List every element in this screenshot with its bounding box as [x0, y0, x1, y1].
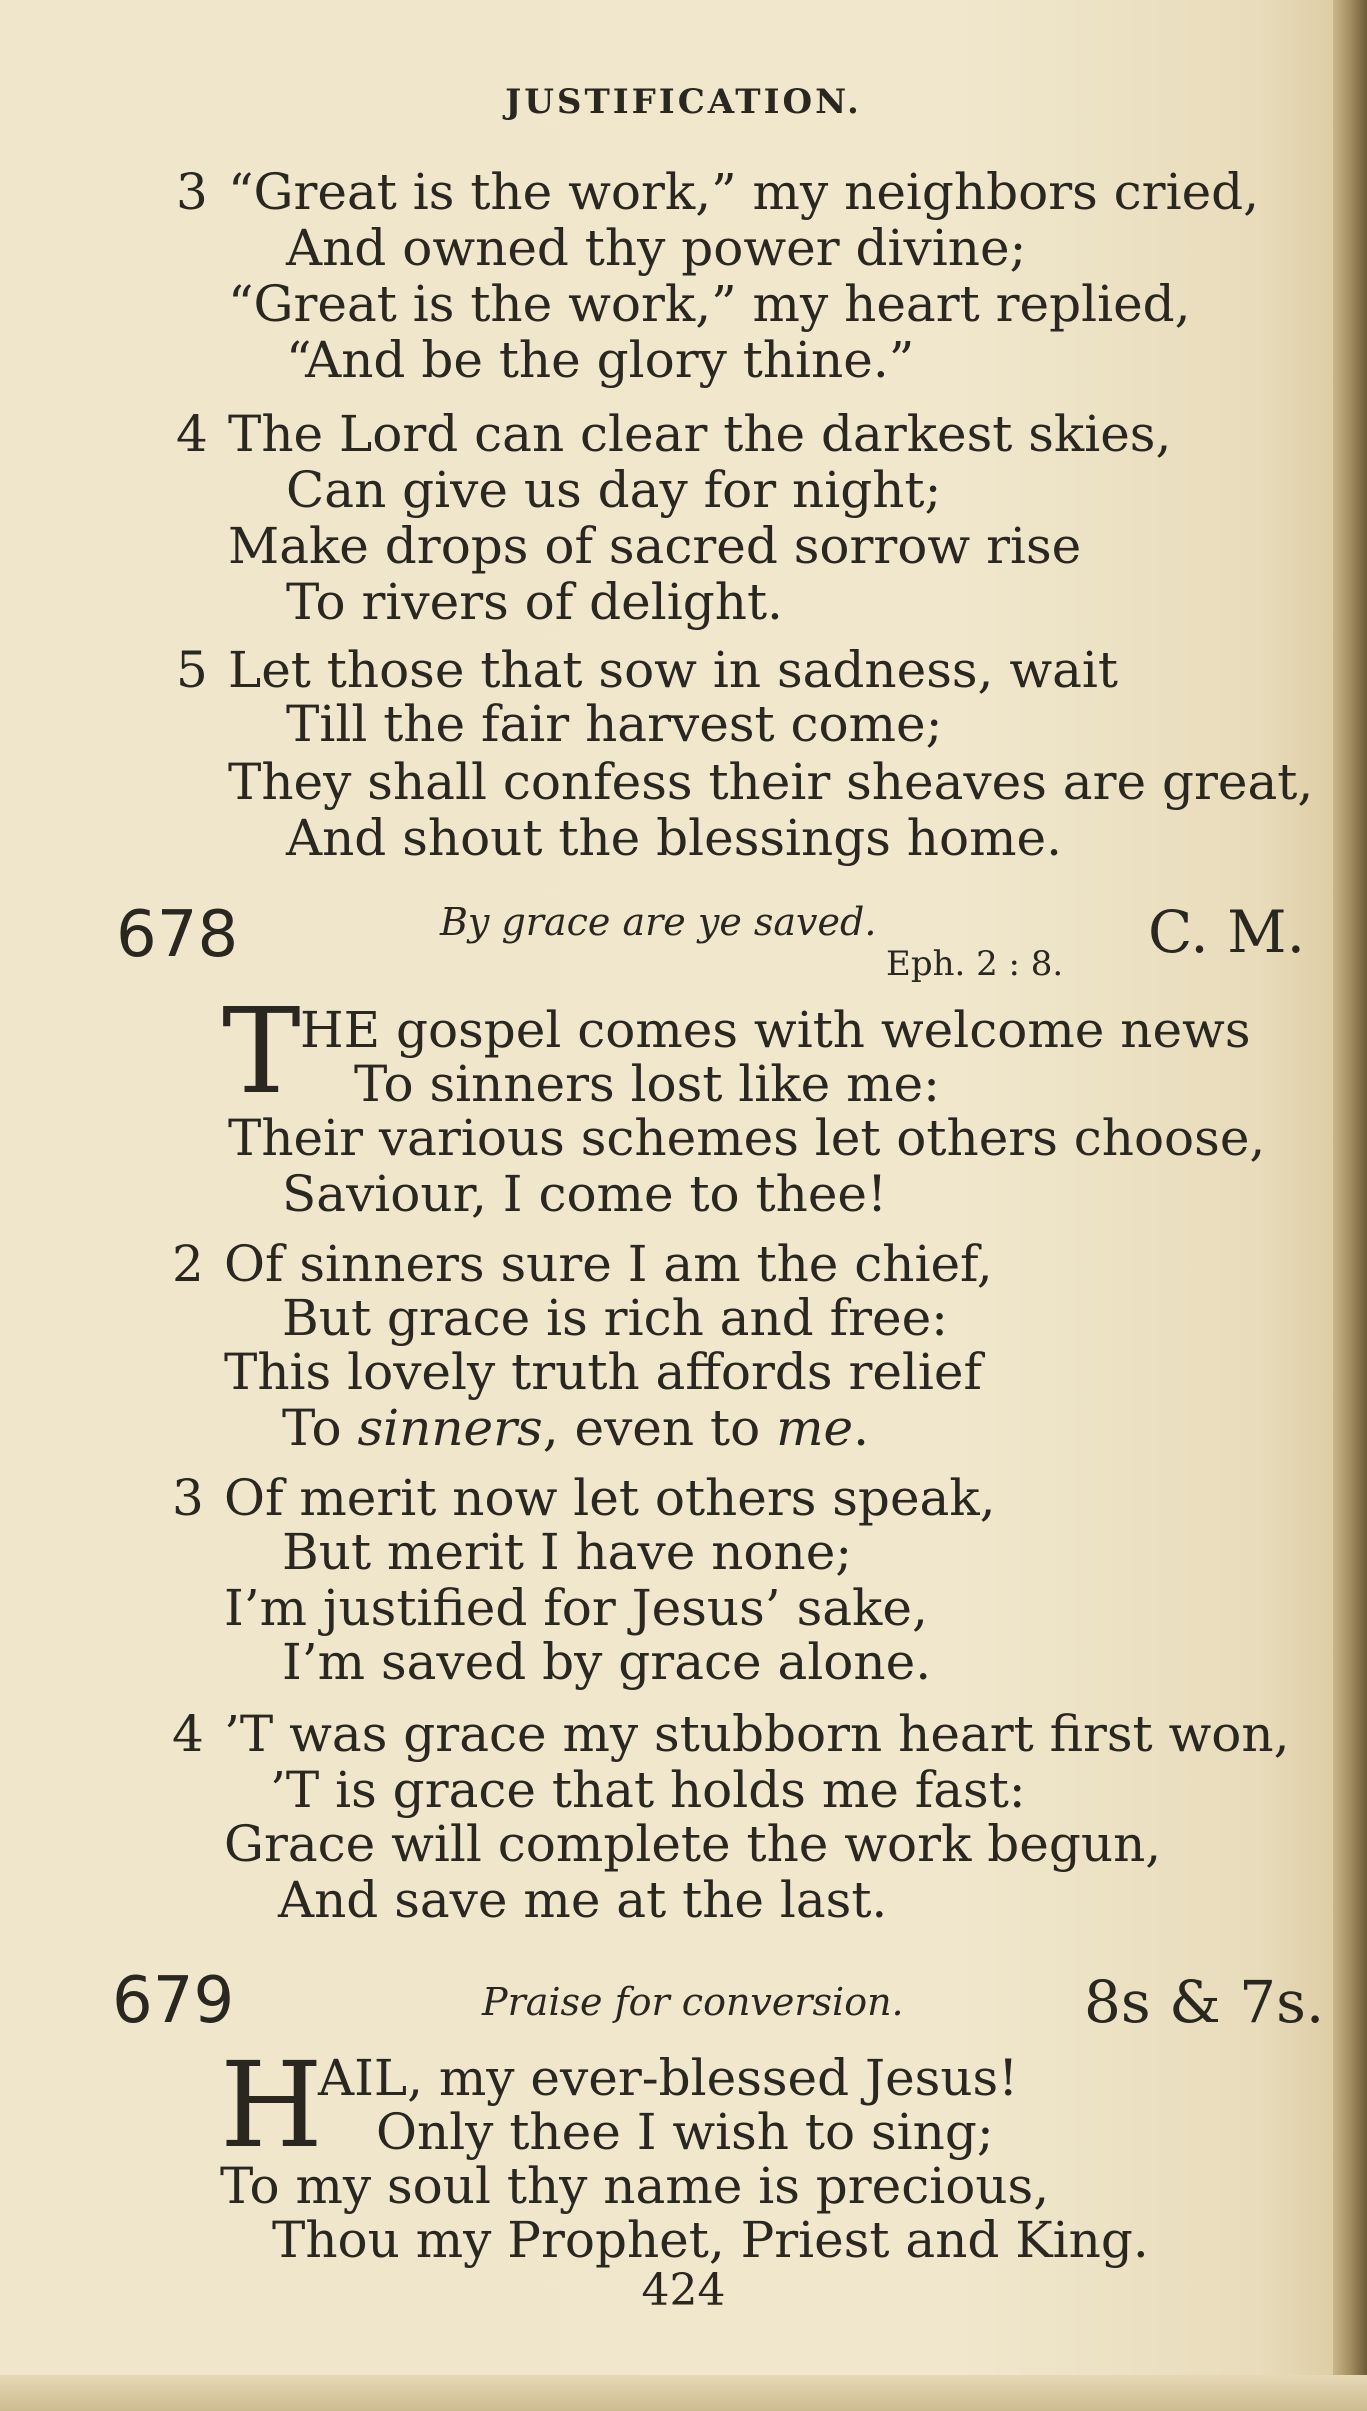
- stanza-line: “Great is the work,” my neighbors cried,: [228, 163, 1260, 221]
- hymn-title: By grace are ye saved.: [440, 900, 877, 944]
- stanza-line: Thou my Prophet, Priest and King.: [272, 2211, 1149, 2269]
- stanza-number: 5: [176, 641, 208, 699]
- stanza-line: Their various schemes let others choose,: [228, 1109, 1266, 1167]
- stanza-line: And owned thy power divine;: [286, 219, 1027, 277]
- stanza-line: To my soul thy name is precious,: [220, 2157, 1050, 2215]
- stanza-line: Make drops of sacred sorrow rise: [228, 517, 1082, 575]
- stanza-line: AIL, my ever-blessed Jesus!: [318, 2049, 1019, 2107]
- stanza-line: Let those that sow in sadness, wait: [228, 641, 1119, 699]
- stanza-line: But grace is rich and free:: [282, 1289, 949, 1347]
- stanza-line: This lovely truth affords relief: [224, 1343, 983, 1401]
- stanza-line: Can give us day for night;: [286, 461, 942, 519]
- stanza-number: 3: [172, 1469, 204, 1527]
- stanza-line: I’m saved by grace alone.: [282, 1633, 932, 1691]
- stanza-number: 4: [172, 1705, 204, 1763]
- stanza-line: And save me at the last.: [278, 1871, 888, 1929]
- stanza-line: But merit I have none;: [282, 1523, 853, 1581]
- hymn-meter: C. M.: [1148, 898, 1306, 966]
- drop-cap: H: [220, 2036, 323, 2174]
- hymn-title: Praise for conversion.: [482, 1980, 904, 2024]
- stanza-line: They shall confess their sheaves are great,: [228, 753, 1314, 811]
- stanza-line: “And be the glory thine.”: [286, 331, 915, 389]
- hymn-number: 678: [116, 898, 239, 972]
- stanza-line: To rivers of delight.: [286, 573, 783, 631]
- stanza-line: “Great is the work,” my heart replied,: [228, 275, 1191, 333]
- stanza-line: Of merit now let others speak,: [224, 1469, 996, 1527]
- page-number: 424: [641, 2265, 726, 2316]
- stanza-line: To sinners lost like me:: [354, 1055, 940, 1113]
- stanza-line: Saviour, I come to thee!: [282, 1165, 888, 1223]
- stanza-number: 4: [176, 405, 208, 463]
- stanza-line: The Lord can clear the darkest skies,: [228, 405, 1172, 463]
- stanza-line: ’T was grace my stubborn heart first won,: [224, 1705, 1290, 1763]
- stanza-line: Of sinners sure I am the chief,: [224, 1235, 993, 1293]
- stanza-line: To sinners, even to me.: [282, 1399, 870, 1457]
- scripture-reference: Eph. 2 : 8.: [886, 944, 1064, 984]
- stanza-number: 2: [172, 1235, 204, 1293]
- stanza-line: Grace will complete the work begun,: [224, 1815, 1162, 1873]
- stanza-line: And shout the blessings home.: [286, 809, 1063, 867]
- stanza-number: 3: [176, 163, 208, 221]
- drop-cap: T: [222, 982, 301, 1120]
- stanza-line: Till the fair harvest come;: [286, 695, 943, 753]
- stanza-line: Only thee I wish to sing;: [376, 2103, 994, 2161]
- page-bottom-edge: [0, 2375, 1367, 2411]
- running-header: JUSTIFICATION.: [505, 82, 862, 122]
- hymn-number: 679: [112, 1964, 235, 2038]
- stanza-line: ’T is grace that holds me fast:: [270, 1761, 1026, 1819]
- stanza-line: I’m justified for Jesus’ sake,: [224, 1579, 928, 1637]
- page-edge: [1333, 0, 1367, 2411]
- hymn-meter: 8s & 7s.: [1084, 1968, 1325, 2036]
- stanza-line: HE gospel comes with welcome news: [300, 1001, 1251, 1059]
